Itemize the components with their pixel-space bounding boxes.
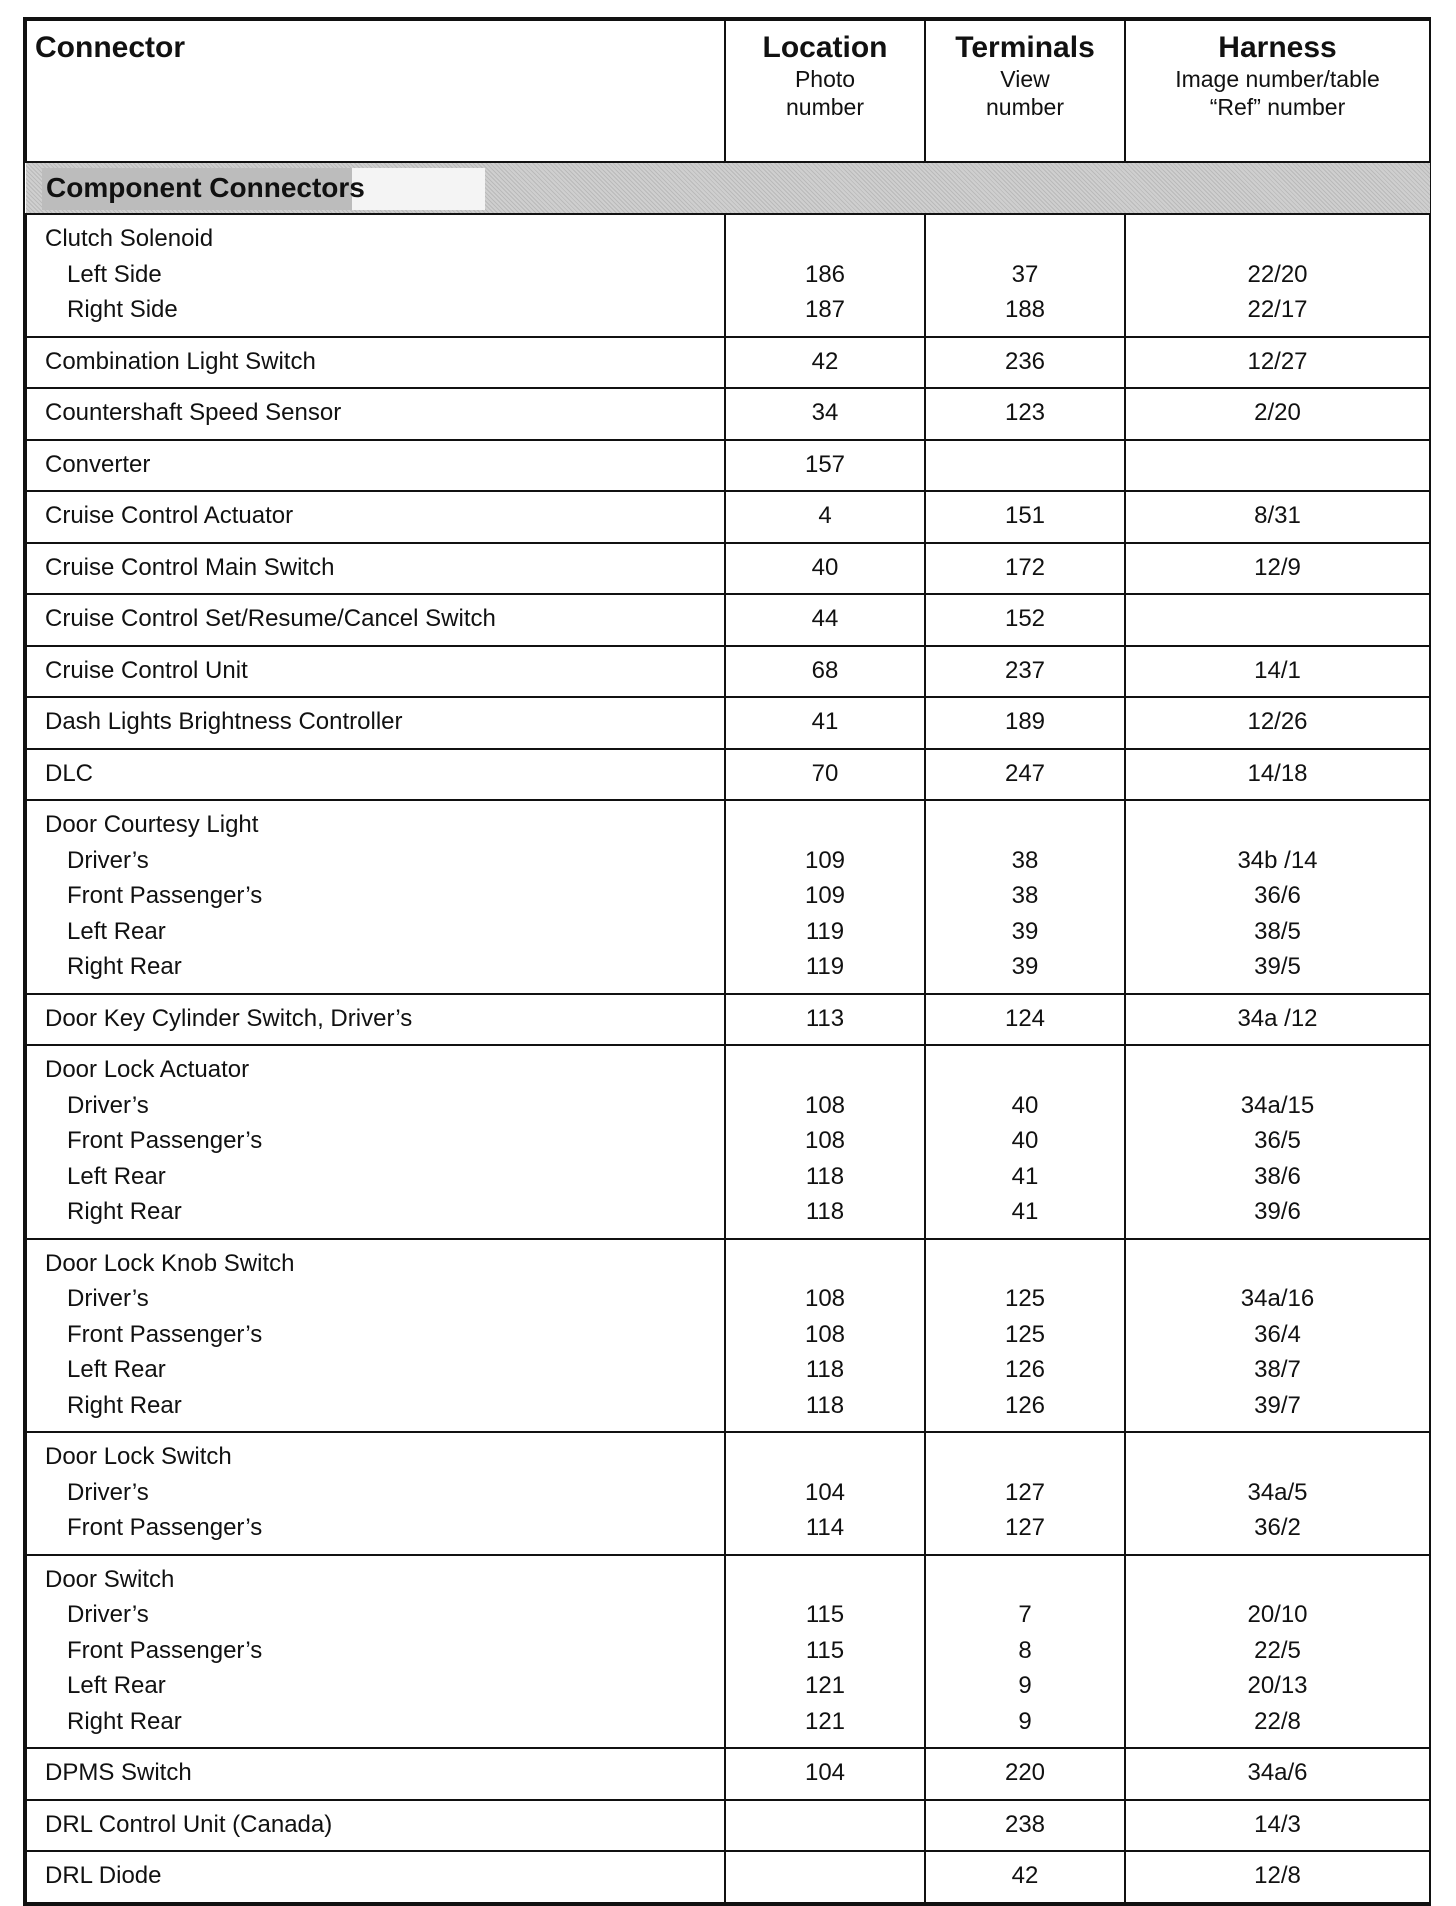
connector-name: Door Key Cylinder Switch, Driver’s	[45, 1004, 413, 1032]
harness-value: 14/18	[1247, 759, 1308, 787]
table-row	[26, 1555, 1430, 1749]
harness-sub-value: 34a/15	[1240, 1091, 1315, 1119]
connector-name-cell	[26, 1800, 725, 1852]
harness-value: 12/26	[1247, 708, 1308, 735]
location-sub-value: 115	[805, 1601, 845, 1628]
connector-name-cell	[26, 994, 725, 1046]
terminals-cell	[925, 1800, 1125, 1852]
terminals-cell	[925, 1851, 1125, 1903]
header-location-sub1: Photo	[794, 66, 856, 92]
location-cell	[725, 440, 925, 492]
terminals-value	[926, 807, 1124, 843]
connector-name: Countershaft Speed Sensor	[45, 399, 342, 426]
harness-value: 12/8	[1254, 1862, 1301, 1889]
harness-sub-value: 34a/5	[1247, 1478, 1308, 1506]
location-value: 68	[811, 656, 839, 684]
connector-name: DRL Control Unit (Canada)	[45, 1810, 333, 1838]
terminals-cell	[925, 543, 1125, 595]
harness-value: 8/31	[1254, 502, 1301, 529]
harness-sub-value: 38/6	[1254, 1162, 1301, 1190]
connector-name-cell	[26, 1748, 725, 1800]
connector-name: Door Courtesy Light	[45, 811, 259, 838]
terminals-sub-value: 38	[1011, 846, 1039, 874]
connector-name-cell	[26, 594, 725, 646]
terminals-cell	[925, 594, 1125, 646]
connector-group	[26, 543, 1430, 595]
header-terminals-title: Terminals	[955, 31, 1095, 64]
table-row	[26, 388, 1430, 440]
table-row	[26, 1851, 1430, 1903]
terminals-value	[926, 1439, 1124, 1475]
location-value: 44	[811, 605, 839, 632]
connector-name: Door Lock Knob Switch	[45, 1249, 295, 1277]
terminals-sub-value: 127	[1004, 1478, 1046, 1506]
location-cell	[725, 543, 925, 595]
harness-cell	[1125, 749, 1430, 801]
connector-group	[26, 337, 1430, 389]
terminals-value: 123	[1004, 399, 1046, 426]
terminals-sub-value: 126	[1004, 1391, 1046, 1419]
location-value: 157	[804, 450, 846, 478]
terminals-sub-value: 126	[1004, 1356, 1046, 1383]
harness-cell	[1125, 594, 1430, 646]
location-sub-value: 118	[805, 1162, 845, 1190]
harness-value: 34a /12	[1237, 1004, 1318, 1032]
terminals-sub-value: 9	[1018, 1672, 1032, 1699]
harness-sub-value: 36/6	[1254, 882, 1301, 909]
location-value: 113	[805, 1004, 845, 1032]
location-value: 34	[811, 399, 839, 426]
header-location-title: Location	[762, 31, 888, 64]
harness-sub-value: 22/5	[1254, 1636, 1301, 1664]
location-sub-value: 119	[805, 953, 845, 980]
harness-cell	[1125, 1800, 1430, 1852]
location-sub-value: 109	[804, 882, 846, 909]
sub-connector-name: Front Passenger’s	[67, 1636, 263, 1664]
terminals-sub-value: 125	[1004, 1285, 1046, 1312]
connector-group	[26, 491, 1430, 543]
location-value: 70	[811, 759, 839, 787]
location-cell	[725, 1432, 925, 1555]
location-sub-value: 186	[804, 260, 846, 288]
connector-name-cell	[26, 1045, 725, 1239]
harness-value	[1126, 1246, 1429, 1282]
connector-name: Converter	[45, 450, 151, 478]
sub-connector-name: Right Rear	[67, 953, 182, 980]
connector-name-cell	[26, 697, 725, 749]
terminals-cell	[925, 440, 1125, 492]
harness-value	[1126, 1439, 1429, 1475]
location-cell	[725, 594, 925, 646]
header-terminals-sub1: View	[1000, 66, 1050, 92]
harness-value	[1126, 601, 1429, 637]
harness-cell	[1125, 697, 1430, 749]
header-harness-sub1: Image number/table	[1175, 66, 1380, 92]
section-row	[26, 162, 1430, 214]
terminals-value: 189	[1004, 708, 1046, 735]
harness-value: 14/1	[1254, 656, 1301, 684]
terminals-sub-value: 40	[1011, 1127, 1039, 1154]
harness-sub-value: 20/13	[1247, 1672, 1308, 1699]
harness-sub-value: 36/2	[1254, 1514, 1301, 1541]
table-row	[26, 1432, 1430, 1555]
location-value: 4	[818, 502, 832, 529]
connector-group	[26, 1851, 1430, 1903]
terminals-sub-value: 188	[1004, 296, 1046, 323]
connector-name: Dash Lights Brightness Controller	[45, 708, 403, 735]
connector-name-cell	[26, 749, 725, 801]
location-sub-value: 109	[804, 846, 846, 874]
harness-sub-value: 22/8	[1254, 1707, 1301, 1735]
terminals-sub-value: 38	[1011, 882, 1039, 909]
table-row	[26, 800, 1430, 994]
harness-value	[1126, 447, 1429, 483]
connector-group	[26, 214, 1430, 337]
location-sub-value: 118	[805, 1391, 845, 1419]
harness-sub-value: 20/10	[1247, 1601, 1308, 1628]
table-row	[26, 697, 1430, 749]
connector-group	[26, 994, 1430, 1046]
terminals-cell	[925, 491, 1125, 543]
location-cell	[725, 214, 925, 337]
terminals-value: 124	[1004, 1004, 1046, 1032]
location-sub-value: 121	[804, 1672, 846, 1699]
terminals-sub-value: 127	[1004, 1514, 1046, 1541]
location-sub-value: 108	[804, 1127, 846, 1154]
location-sub-value: 118	[805, 1198, 845, 1225]
harness-sub-value: 39/6	[1254, 1198, 1301, 1225]
connector-group	[26, 594, 1430, 646]
location-sub-value: 118	[805, 1356, 845, 1383]
location-value	[726, 1439, 924, 1475]
location-cell	[725, 1555, 925, 1749]
location-sub-value: 187	[804, 296, 846, 323]
connector-name-cell	[26, 491, 725, 543]
harness-cell	[1125, 388, 1430, 440]
connector-group	[26, 697, 1430, 749]
harness-sub-value: 34b /14	[1237, 846, 1318, 874]
harness-value: 12/9	[1254, 553, 1301, 581]
harness-value: 14/3	[1254, 1810, 1301, 1838]
terminals-value: 220	[1004, 1759, 1046, 1786]
location-cell	[725, 800, 925, 994]
terminals-value	[926, 447, 1124, 483]
terminals-sub-value: 39	[1011, 953, 1039, 980]
connector-name-cell	[26, 1851, 725, 1903]
harness-sub-value: 34a/16	[1240, 1285, 1315, 1312]
harness-cell	[1125, 440, 1430, 492]
section-cell	[26, 162, 1430, 214]
harness-value: 12/27	[1247, 347, 1308, 375]
terminals-value	[926, 221, 1124, 257]
table-row	[26, 337, 1430, 389]
terminals-value	[926, 1246, 1124, 1282]
connector-group	[26, 1045, 1430, 1239]
location-cell	[725, 749, 925, 801]
connector-name-cell	[26, 800, 725, 994]
connector-name: Cruise Control Unit	[45, 656, 248, 684]
sub-connector-name: Right Rear	[67, 1198, 182, 1225]
harness-value	[1126, 1562, 1429, 1598]
terminals-cell	[925, 1045, 1125, 1239]
location-cell	[725, 491, 925, 543]
terminals-value: 237	[1004, 656, 1046, 684]
terminals-sub-value: 40	[1011, 1091, 1039, 1119]
harness-sub-value: 39/7	[1254, 1391, 1301, 1419]
terminals-cell	[925, 337, 1125, 389]
sub-connector-name: Front Passenger’s	[67, 1514, 263, 1541]
header-connector	[26, 20, 725, 162]
connector-group	[26, 388, 1430, 440]
header-terminals-sub2: number	[986, 94, 1064, 120]
harness-cell	[1125, 1045, 1430, 1239]
terminals-value	[926, 1052, 1124, 1088]
sub-connector-name: Left Rear	[67, 1356, 166, 1383]
table-row	[26, 543, 1430, 595]
location-value	[726, 807, 924, 843]
location-value	[726, 1807, 924, 1843]
location-value	[726, 1858, 924, 1894]
connector-group	[26, 800, 1430, 994]
harness-sub-value: 36/5	[1254, 1127, 1301, 1154]
connector-name-cell	[26, 440, 725, 492]
sub-connector-name: Left Rear	[67, 1162, 166, 1190]
connector-table-sheet	[23, 17, 1431, 1906]
harness-cell	[1125, 1748, 1430, 1800]
terminals-value: 238	[1004, 1810, 1046, 1838]
connector-group	[26, 646, 1430, 698]
terminals-value: 172	[1004, 553, 1046, 581]
harness-cell	[1125, 994, 1430, 1046]
table-row	[26, 1748, 1430, 1800]
terminals-sub-value: 125	[1004, 1320, 1046, 1348]
harness-sub-value: 22/17	[1247, 296, 1308, 323]
location-sub-value: 108	[804, 1285, 846, 1312]
sub-connector-name: Front Passenger’s	[67, 1320, 263, 1348]
harness-value	[1126, 807, 1429, 843]
header-location-sub2: number	[786, 94, 864, 120]
terminals-cell	[925, 214, 1125, 337]
terminals-cell	[925, 749, 1125, 801]
harness-cell	[1125, 1555, 1430, 1749]
connector-group	[26, 440, 1430, 492]
connector-name: Cruise Control Main Switch	[45, 553, 335, 581]
table-row	[26, 214, 1430, 337]
sub-connector-name: Right Side	[67, 296, 178, 323]
header-terminals	[925, 20, 1125, 162]
connector-group	[26, 1555, 1430, 1749]
sub-connector-name: Left Side	[67, 260, 162, 288]
location-sub-value: 121	[804, 1707, 846, 1735]
connector-name-cell	[26, 1432, 725, 1555]
harness-cell	[1125, 214, 1430, 337]
sub-connector-name: Driver’s	[67, 1601, 149, 1628]
header-harness-sub2: “Ref” number	[1209, 94, 1346, 120]
location-cell	[725, 388, 925, 440]
sub-connector-name: Right Rear	[67, 1391, 182, 1419]
connector-name: Combination Light Switch	[45, 347, 316, 375]
location-cell	[725, 994, 925, 1046]
location-sub-value: 108	[804, 1091, 846, 1119]
connector-group	[26, 1239, 1430, 1433]
table-row	[26, 1800, 1430, 1852]
harness-cell	[1125, 491, 1430, 543]
header-location	[725, 20, 925, 162]
terminals-cell	[925, 1432, 1125, 1555]
connector-name-cell	[26, 214, 725, 337]
terminals-cell	[925, 800, 1125, 994]
table-row	[26, 1045, 1430, 1239]
harness-value: 34a/6	[1247, 1759, 1308, 1786]
table-row	[26, 594, 1430, 646]
connector-name-cell	[26, 543, 725, 595]
location-value: 41	[811, 708, 839, 735]
terminals-cell	[925, 697, 1125, 749]
harness-cell	[1125, 543, 1430, 595]
sub-connector-name: Front Passenger’s	[67, 1127, 263, 1154]
location-sub-value: 114	[805, 1514, 845, 1541]
terminals-cell	[925, 1748, 1125, 1800]
location-cell	[725, 337, 925, 389]
table-row	[26, 749, 1430, 801]
terminals-cell	[925, 388, 1125, 440]
connector-group	[26, 1800, 1430, 1852]
location-value: 42	[811, 347, 839, 375]
terminals-sub-value: 8	[1018, 1636, 1032, 1664]
terminals-value: 42	[1011, 1862, 1039, 1889]
terminals-value: 151	[1004, 502, 1046, 529]
harness-sub-value: 36/4	[1254, 1320, 1301, 1348]
location-value	[726, 1246, 924, 1282]
table-row	[26, 491, 1430, 543]
table-row	[26, 646, 1430, 698]
terminals-sub-value: 37	[1011, 260, 1039, 288]
location-cell	[725, 697, 925, 749]
location-cell	[725, 646, 925, 698]
terminals-sub-value: 41	[1011, 1162, 1039, 1190]
location-cell	[725, 1800, 925, 1852]
table-row	[26, 1239, 1430, 1433]
sub-connector-name: Driver’s	[67, 1285, 149, 1312]
connector-name: DRL Diode	[45, 1862, 162, 1889]
connector-name: Door Switch	[45, 1565, 175, 1593]
terminals-cell	[925, 1555, 1125, 1749]
terminals-value: 236	[1004, 347, 1046, 375]
connector-name-cell	[26, 646, 725, 698]
sub-connector-name: Right Rear	[67, 1707, 182, 1735]
location-cell	[725, 1045, 925, 1239]
harness-cell	[1125, 1432, 1430, 1555]
connector-name: DLC	[45, 759, 94, 787]
location-cell	[725, 1851, 925, 1903]
harness-cell	[1125, 646, 1430, 698]
harness-value	[1126, 1052, 1429, 1088]
terminals-cell	[925, 1239, 1125, 1433]
sub-connector-name: Driver’s	[67, 1091, 149, 1119]
connector-name: Clutch Solenoid	[45, 225, 214, 252]
header-harness	[1125, 20, 1430, 162]
location-sub-value: 104	[804, 1478, 846, 1506]
sub-connector-name: Front Passenger’s	[67, 882, 263, 909]
harness-sub-value: 38/7	[1254, 1356, 1301, 1383]
connector-name-cell	[26, 337, 725, 389]
location-value	[726, 1562, 924, 1598]
harness-value: 2/20	[1254, 399, 1301, 426]
terminals-value	[926, 1562, 1124, 1598]
harness-sub-value: 22/20	[1247, 260, 1308, 288]
connector-name: Cruise Control Actuator	[45, 502, 294, 529]
connector-name: Door Lock Actuator	[45, 1056, 250, 1083]
connector-group	[26, 749, 1430, 801]
connector-name-cell	[26, 1555, 725, 1749]
location-cell	[725, 1239, 925, 1433]
section-title: Component Connectors	[42, 168, 485, 210]
harness-cell	[1125, 337, 1430, 389]
connector-name: Cruise Control Set/Resume/Cancel Switch	[45, 605, 496, 632]
connector-group	[26, 1432, 1430, 1555]
table-row	[26, 994, 1430, 1046]
terminals-sub-value: 39	[1011, 917, 1039, 945]
sub-connector-name: Left Rear	[67, 1672, 166, 1699]
header-row	[26, 20, 1430, 162]
terminals-cell	[925, 646, 1125, 698]
terminals-sub-value: 41	[1011, 1198, 1039, 1225]
table-row	[26, 440, 1430, 492]
terminals-cell	[925, 994, 1125, 1046]
harness-value	[1126, 221, 1429, 257]
header-harness-title: Harness	[1218, 31, 1337, 64]
location-cell	[725, 1748, 925, 1800]
terminals-value: 152	[1004, 605, 1046, 632]
connector-name: Door Lock Switch	[45, 1443, 232, 1470]
harness-sub-value: 39/5	[1254, 953, 1301, 980]
location-value	[726, 1052, 924, 1088]
terminals-sub-value: 9	[1018, 1707, 1032, 1735]
location-value: 40	[811, 553, 839, 581]
harness-cell	[1125, 1851, 1430, 1903]
connector-name-cell	[26, 1239, 725, 1433]
sub-connector-name: Driver’s	[67, 846, 149, 874]
location-sub-value: 115	[805, 1636, 845, 1664]
location-sub-value: 108	[804, 1320, 846, 1348]
connector-name-cell	[26, 388, 725, 440]
sub-connector-name: Left Rear	[67, 917, 166, 945]
header-connector-title: Connector	[35, 31, 185, 64]
harness-cell	[1125, 800, 1430, 994]
location-sub-value: 119	[805, 917, 845, 945]
connector-name: DPMS Switch	[45, 1759, 192, 1786]
connector-table	[25, 19, 1431, 1904]
location-value	[726, 221, 924, 257]
harness-cell	[1125, 1239, 1430, 1433]
harness-sub-value: 38/5	[1254, 917, 1301, 945]
location-value: 104	[804, 1759, 846, 1786]
terminals-sub-value: 7	[1018, 1601, 1032, 1628]
terminals-value: 247	[1004, 759, 1046, 787]
connector-group	[26, 1748, 1430, 1800]
sub-connector-name: Driver’s	[67, 1478, 149, 1506]
